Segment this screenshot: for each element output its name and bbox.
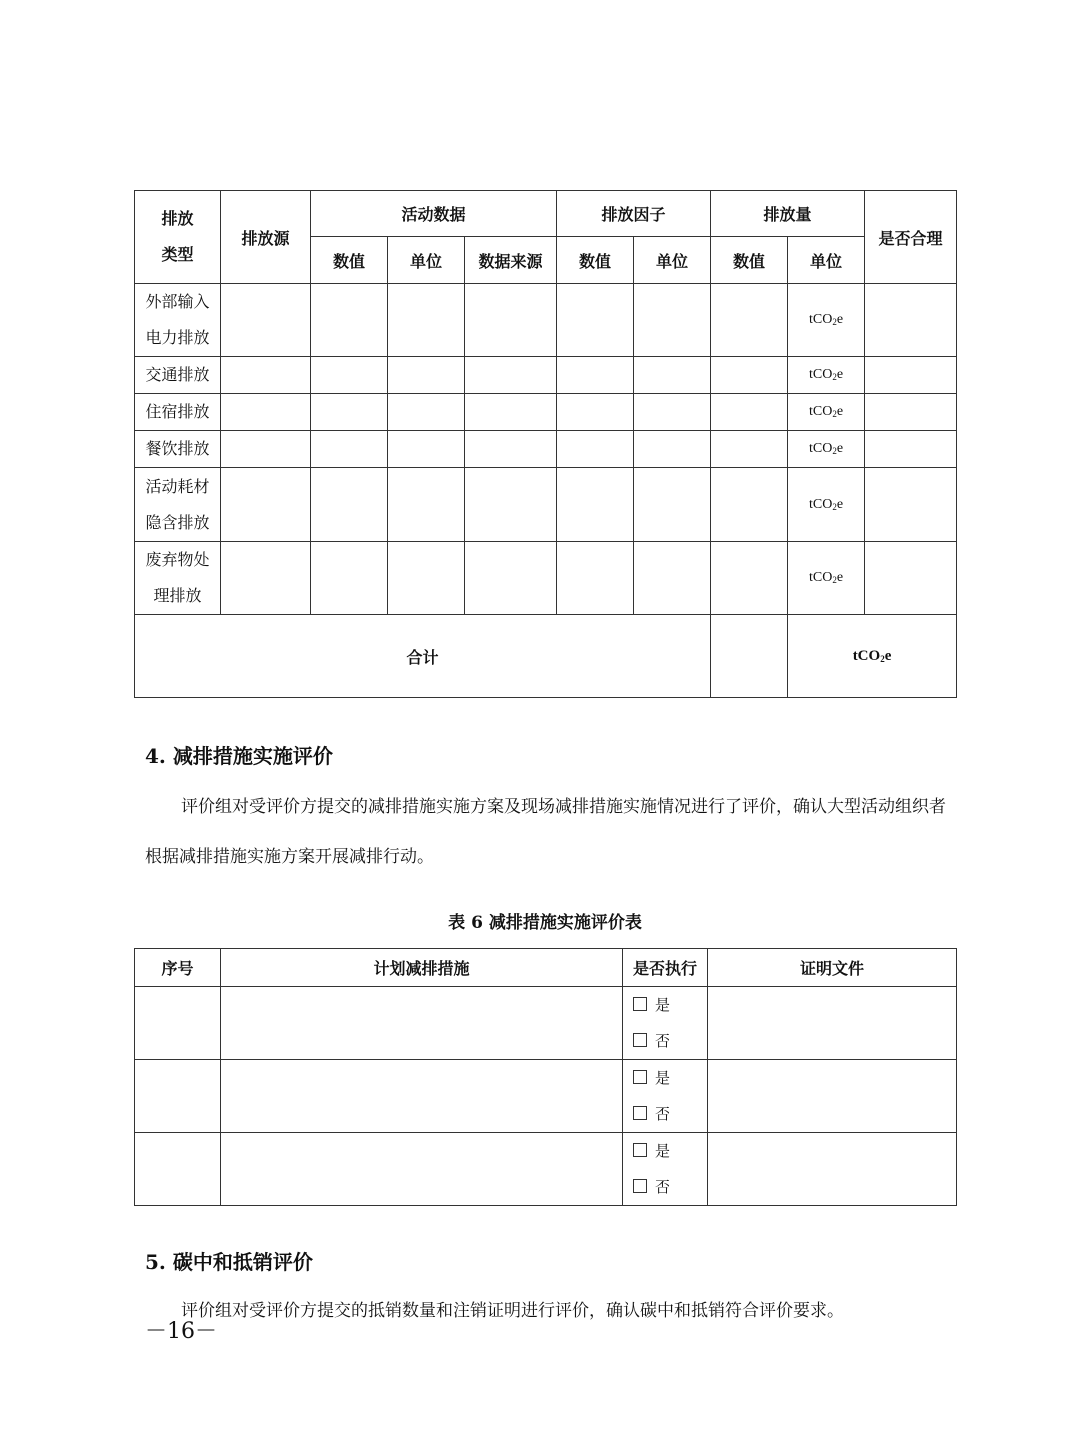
emissions-table	[134, 190, 957, 698]
option-yes[interactable]: 是	[623, 1060, 707, 1096]
option-no[interactable]: 否	[623, 1169, 707, 1205]
header-activity-data-source: 数据来源	[465, 237, 557, 284]
header-activity-data: 活动数据	[311, 191, 557, 237]
option-yes[interactable]: 是	[623, 1133, 707, 1169]
total-label: 合计	[135, 615, 711, 698]
row-type: 餐饮排放	[135, 431, 221, 468]
total-row	[135, 615, 957, 698]
header-factor-unit: 单位	[634, 237, 711, 284]
header-emission-amount: 排放量	[711, 191, 865, 237]
table-row	[135, 431, 957, 468]
section-4-heading: 4. 减排措施实施评价	[145, 744, 333, 768]
header-amount-unit: 单位	[788, 237, 865, 284]
section-5-paragraph: 评价组对受评价方提交的抵销数量和注销证明进行评价，确认碳中和抵销符合评价要求。	[181, 1301, 844, 1321]
row-unit: tCO$_2$e	[788, 542, 865, 615]
row-unit: tCO$_2$e	[788, 284, 865, 357]
header-executed: 是否执行	[623, 949, 708, 987]
measures-table	[134, 948, 957, 1206]
row-type: 交通排放	[135, 357, 221, 394]
row-type: 外部输入 电力排放	[135, 284, 221, 357]
row-type: 废弃物处 理排放	[135, 542, 221, 615]
header-factor-value: 数值	[557, 237, 634, 284]
header-amount-value: 数值	[711, 237, 788, 284]
header-measure: 计划减排措施	[221, 949, 623, 987]
row-unit: tCO$_2$e	[788, 468, 865, 542]
table-row	[135, 1133, 957, 1206]
table-row	[135, 1060, 957, 1133]
table-row	[135, 468, 957, 542]
row-unit: tCO$_2$e	[788, 357, 865, 394]
option-yes[interactable]: 是	[623, 987, 707, 1023]
total-value	[711, 615, 788, 698]
table-row	[135, 357, 957, 394]
row-unit: tCO$_2$e	[788, 394, 865, 431]
header-type: 排放 类型	[135, 191, 221, 284]
header-activity-unit: 单位	[388, 237, 465, 284]
total-unit: tCO$_2$e	[788, 615, 957, 698]
row-unit: tCO$_2$e	[788, 431, 865, 468]
checkbox-icon[interactable]	[633, 1143, 647, 1157]
header-reasonable: 是否合理	[865, 191, 957, 284]
table-6-caption: 表 6 减排措施实施评价表	[448, 913, 642, 933]
header-activity-value: 数值	[311, 237, 388, 284]
table-row	[135, 284, 957, 357]
page-number: －16－	[145, 1319, 217, 1344]
checkbox-icon[interactable]	[633, 1106, 647, 1120]
header-evidence: 证明文件	[708, 949, 957, 987]
checkbox-icon[interactable]	[633, 1070, 647, 1084]
option-no[interactable]: 否	[623, 1023, 707, 1059]
header-no: 序号	[135, 949, 221, 987]
checkbox-icon[interactable]	[633, 997, 647, 1011]
checkbox-icon[interactable]	[633, 1033, 647, 1047]
table-row	[135, 542, 957, 615]
section-4-paragraph: 评价组对受评价方提交的减排措施实施方案及现场减排措施实施情况进行了评价，确认大型活动组织者根据减排措施实施方案开展减排行动。	[145, 797, 946, 867]
header-source: 排放源	[221, 191, 311, 284]
header-emission-factor: 排放因子	[557, 191, 711, 237]
checkbox-icon[interactable]	[633, 1179, 647, 1193]
row-type: 住宿排放	[135, 394, 221, 431]
option-no[interactable]: 否	[623, 1096, 707, 1132]
row-type: 活动耗材 隐含排放	[135, 468, 221, 542]
section-5-heading: 5. 碳中和抵销评价	[145, 1250, 313, 1274]
table-row	[135, 394, 957, 431]
table-row	[135, 987, 957, 1060]
